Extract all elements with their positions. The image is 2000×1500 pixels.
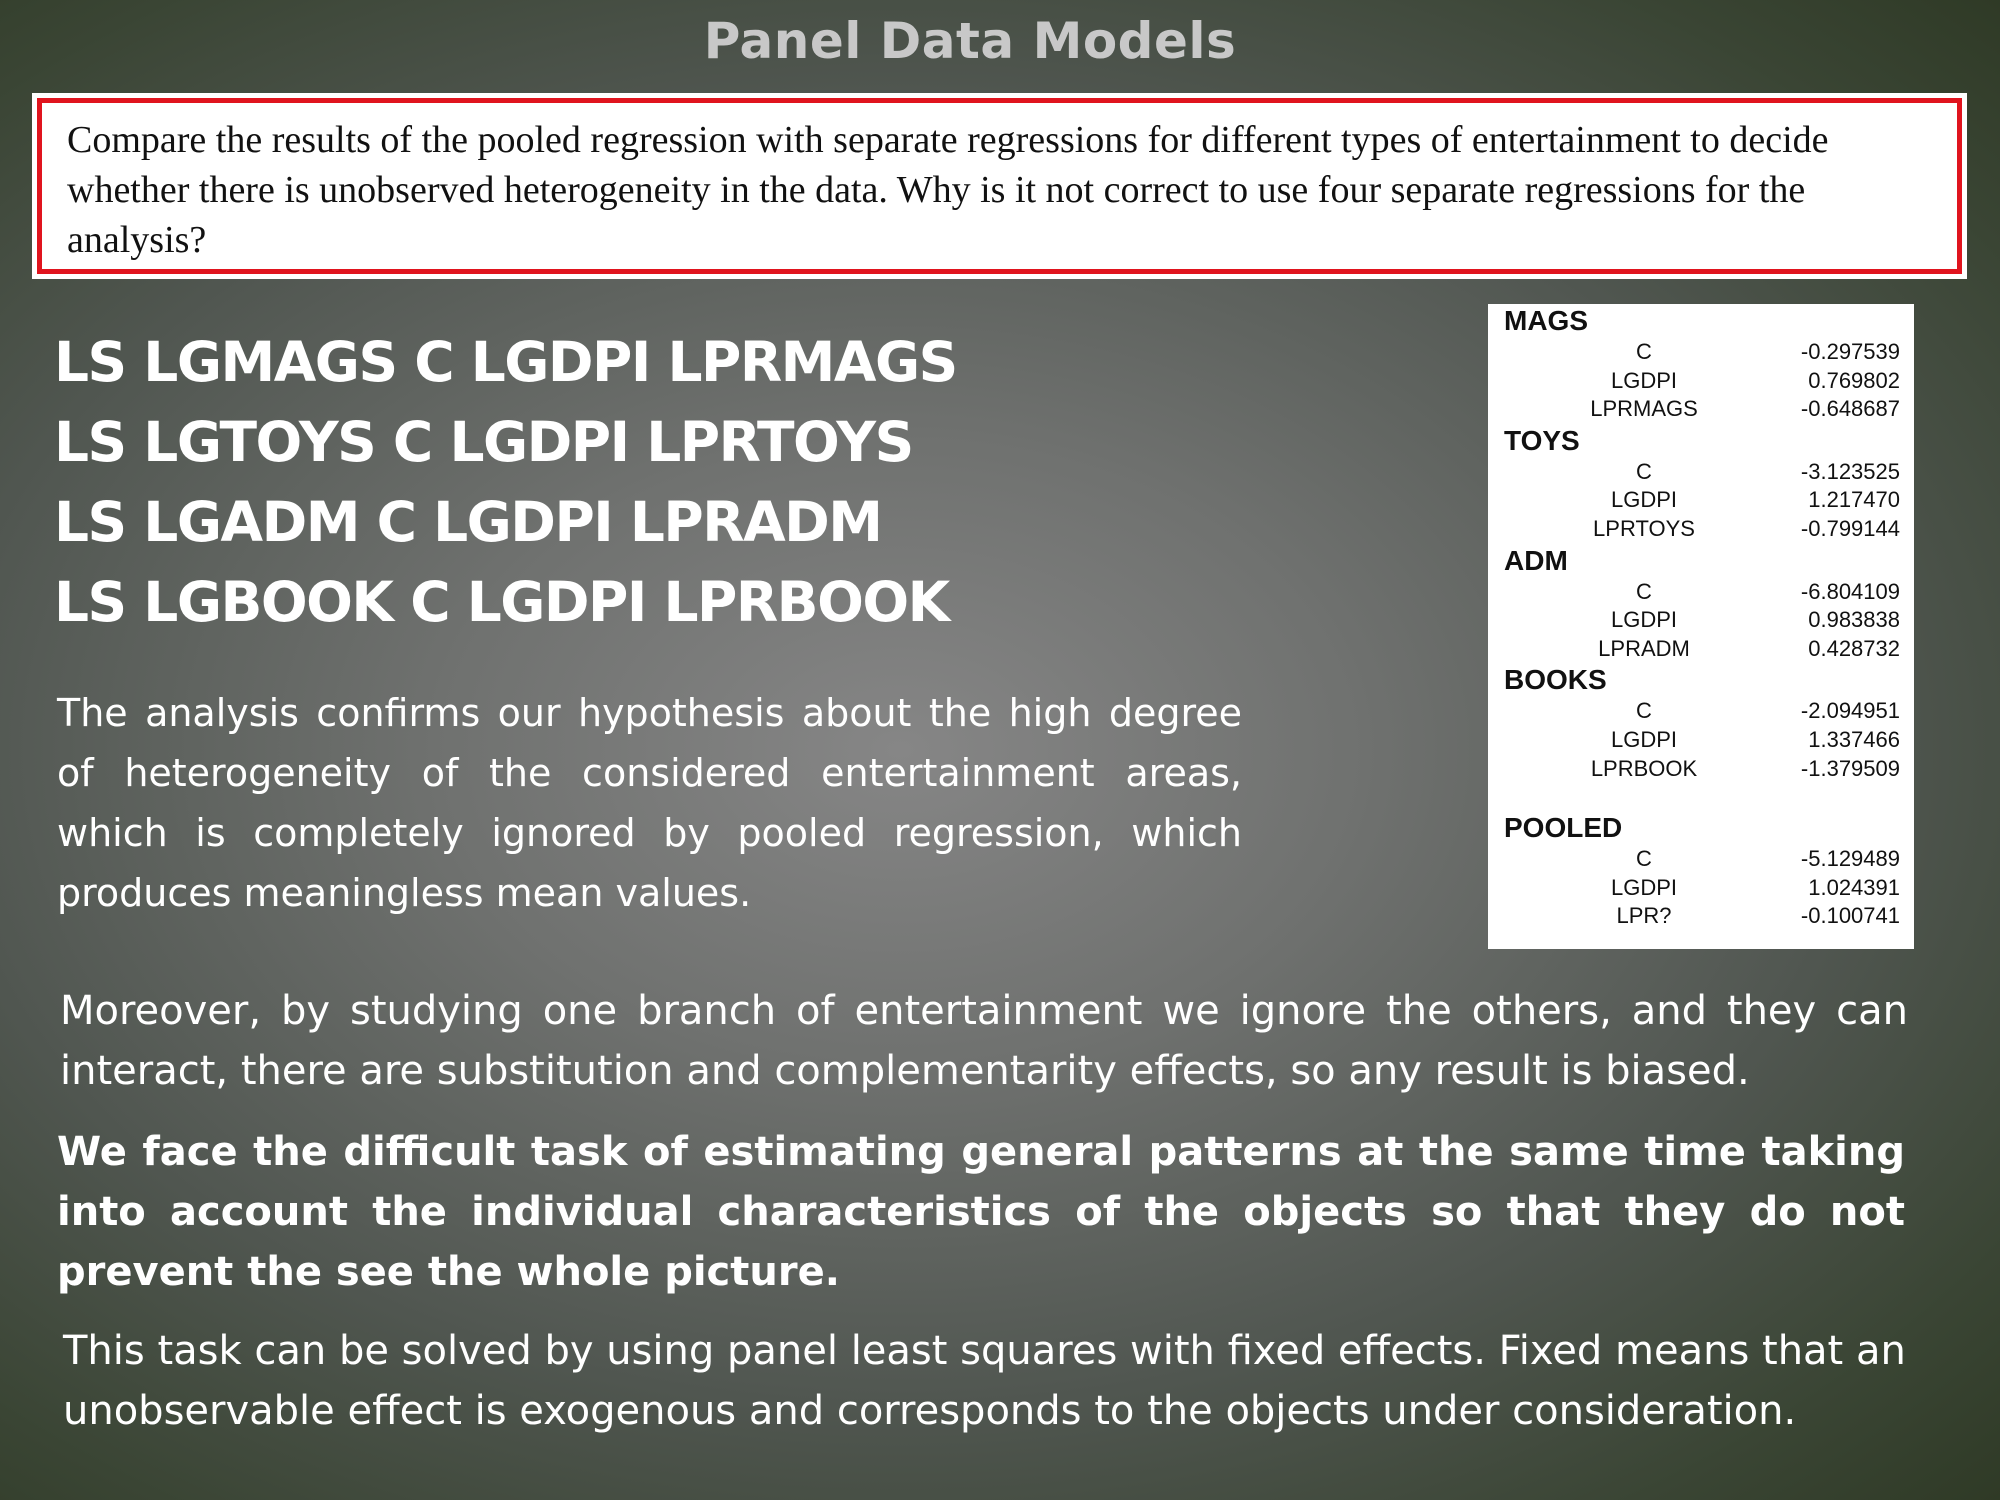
coefficient-value: -1.379509: [1800, 755, 1900, 781]
coefficient-value: -3.123525: [1800, 458, 1900, 484]
result-row: [1504, 578, 1900, 607]
variable-name: LPRMAGS: [1590, 396, 1698, 422]
solution-paragraph: This task can be solved by using panel least squares with fixed effects. Fixed means that an unobservable effect is exogenous and corresponds to the objects under consideration.: [63, 1328, 1906, 1434]
group-title: BOOKS: [1504, 664, 1607, 696]
analysis-paragraph: The analysis confirms our hypothesis about the high degree of heterogeneity of the considered entertainment areas, which is completely ignored by pooled regression, which produces meaningless mean values.: [57, 691, 1242, 915]
variable-name: C: [1636, 578, 1652, 604]
result-row: [1504, 458, 1900, 487]
command-line-adm: LS LGADM C LGDPI LPRADM: [54, 490, 882, 554]
variable-name: LGDPI: [1610, 607, 1678, 633]
results-group-pooled: [1504, 811, 1900, 931]
variable-name: C: [1636, 698, 1652, 724]
command-line-toys: LS LGTOYS C LGDPI LPRTOYS: [54, 410, 913, 474]
variable-name: LPRADM: [1598, 635, 1690, 661]
coefficient-value: -0.100741: [1800, 903, 1900, 929]
group-title: POOLED: [1504, 812, 1623, 844]
coefficient-value: -0.297539: [1800, 339, 1900, 364]
coefficient-value: -0.799144: [1800, 515, 1900, 541]
result-row: [1504, 367, 1900, 396]
question-text: Compare the results of the pooled regression with separate regressions for different types of entertainment to decide whether there is unobserved heterogeneity in the data. Why is it not correct to use four separate regressions for the analysis?: [37, 98, 1962, 274]
moreover-paragraph: Moreover, by studying one branch of entertainment we ignore the others, and they can interact, there are substitution and complementarity effects, so any result is biased.: [60, 988, 1908, 1094]
coefficient-value: 1.337466: [1808, 726, 1900, 752]
coefficient-value: 1.024391: [1808, 874, 1900, 900]
result-row: [1504, 606, 1900, 635]
result-row: [1504, 338, 1900, 367]
coefficient-value: 0.983838: [1808, 607, 1900, 633]
variable-name: LPRTOYS: [1593, 515, 1695, 541]
variable-name: LGDPI: [1610, 487, 1678, 513]
group-title: TOYS: [1504, 424, 1580, 456]
group-title: MAGS: [1504, 305, 1588, 336]
coefficient-value: -5.129489: [1800, 846, 1900, 872]
result-row: [1504, 874, 1900, 903]
results-group-mags: [1504, 304, 1900, 424]
question-box: [32, 93, 1967, 279]
coefficient-value: -6.804109: [1800, 578, 1900, 604]
coefficient-value: 1.217470: [1808, 487, 1900, 513]
result-row: [1504, 845, 1900, 874]
variable-name: LPRBOOK: [1590, 755, 1698, 781]
coefficient-value: -2.094951: [1800, 698, 1900, 724]
result-row: [1504, 726, 1900, 755]
regression-commands: [54, 322, 957, 642]
variable-name: C: [1636, 339, 1652, 364]
result-row: [1504, 486, 1900, 515]
variable-name: LGDPI: [1610, 367, 1678, 393]
variable-name: C: [1636, 846, 1652, 872]
command-line-book: LS LGBOOK C LGDPI LPRBOOK: [54, 570, 949, 634]
result-row: [1504, 697, 1900, 726]
result-row: [1504, 395, 1900, 424]
result-row: [1504, 902, 1900, 931]
results-group-books: [1504, 663, 1900, 783]
variable-name: C: [1636, 458, 1652, 484]
variable-name: LGDPI: [1610, 726, 1678, 752]
variable-name: LPR?: [1616, 903, 1672, 929]
slide-title: Panel Data Models: [703, 12, 1237, 70]
coefficient-value: 0.428732: [1808, 635, 1900, 661]
result-row: [1504, 755, 1900, 784]
variable-name: LGDPI: [1610, 874, 1678, 900]
coefficient-value: -0.648687: [1800, 396, 1900, 422]
command-line-mags: LS LGMAGS C LGDPI LPRMAGS: [54, 330, 957, 394]
coefficient-value: 0.769802: [1808, 367, 1900, 393]
result-row: [1504, 515, 1900, 544]
group-title: ADM: [1504, 544, 1568, 576]
results-table: [1488, 304, 1914, 949]
task-paragraph: We face the difficult task of estimating general patterns at the same time taking into account the individual characteristics of the objects so that they do not prevent the see the whole picture.: [57, 1129, 1905, 1295]
results-group-adm: [1504, 544, 1900, 664]
result-row: [1504, 635, 1900, 664]
results-group-toys: [1504, 424, 1900, 544]
